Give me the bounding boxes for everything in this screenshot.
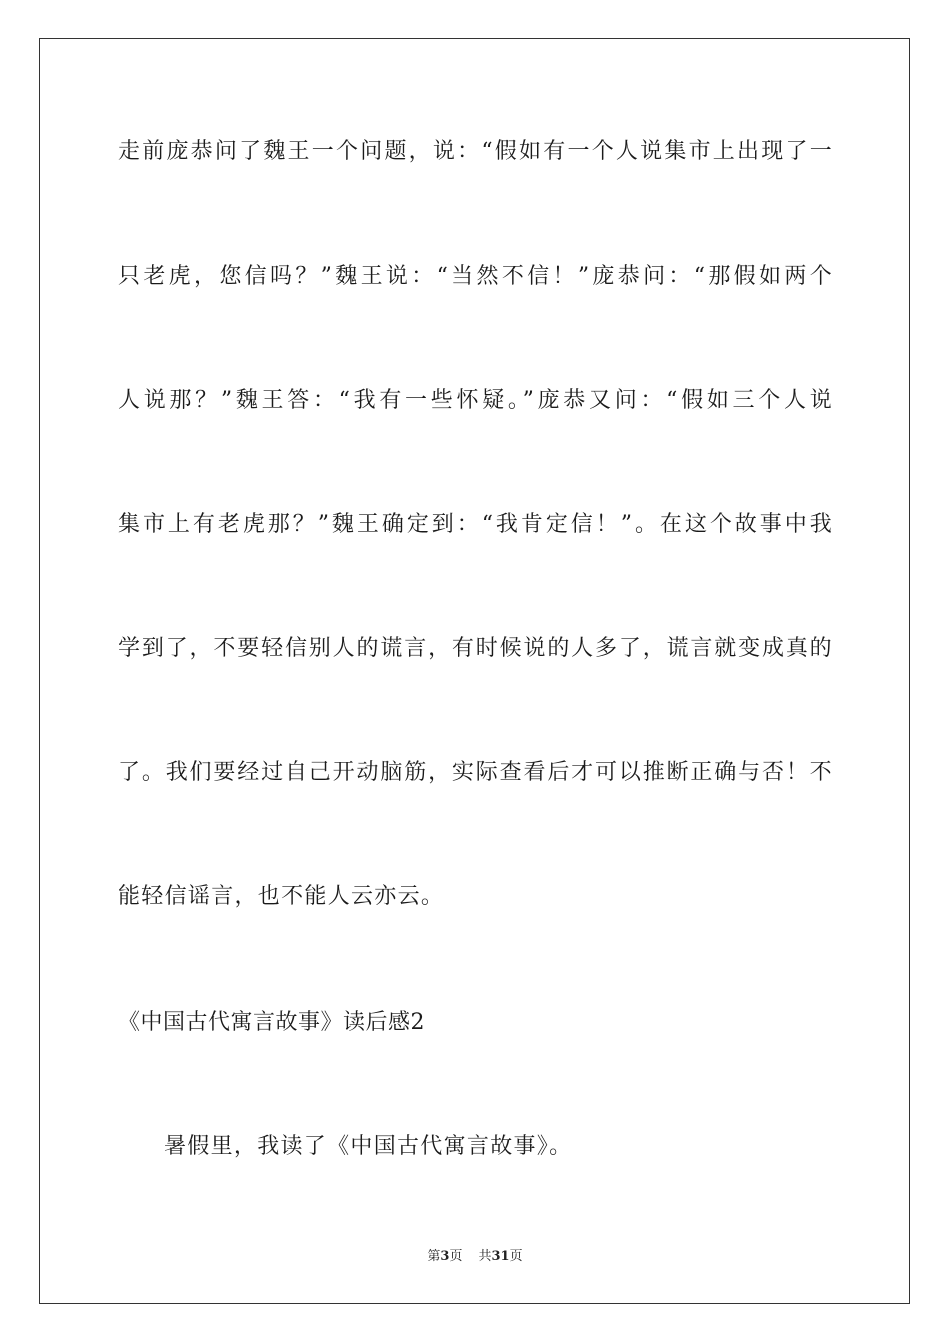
total-prefix: 共 <box>478 1249 492 1264</box>
page-number: 3 <box>440 1249 450 1264</box>
section-heading: 《中国古代寓言故事》读后感2 <box>118 1010 425 1035</box>
body-text-line: 只老虎，您信吗？”魏王说：“当然不信！”庞恭问：“那假如两个 <box>118 264 833 289</box>
paragraph-text: 暑假里，我读了《中国古代寓言故事》。 <box>164 1134 573 1159</box>
page-footer <box>0 1248 950 1266</box>
page-prefix: 第 <box>427 1249 441 1264</box>
body-text-line: 集市上有老虎那？”魏王确定到：“我肯定信！”。在这个故事中我 <box>118 512 833 537</box>
total-suffix: 页 <box>509 1249 523 1264</box>
body-text-line: 了。我们要经过自己开动脑筋，实际查看后才可以推断正确与否！不 <box>118 760 833 785</box>
page-border <box>39 38 910 1304</box>
page-suffix: 页 <box>449 1249 463 1264</box>
total-pages: 31 <box>491 1249 510 1264</box>
body-text-line: 学到了，不要轻信别人的谎言，有时候说的人多了，谎言就变成真的 <box>118 636 833 661</box>
body-text-line: 人说那？”魏王答：“我有一些怀疑。”庞恭又问：“假如三个人说 <box>118 388 833 413</box>
body-text-line-last: 能轻信谣言，也不能人云亦云。 <box>118 884 445 909</box>
body-text-line: 走前庞恭问了魏王一个问题，说：“假如有一个人说集市上出现了一 <box>118 139 833 164</box>
